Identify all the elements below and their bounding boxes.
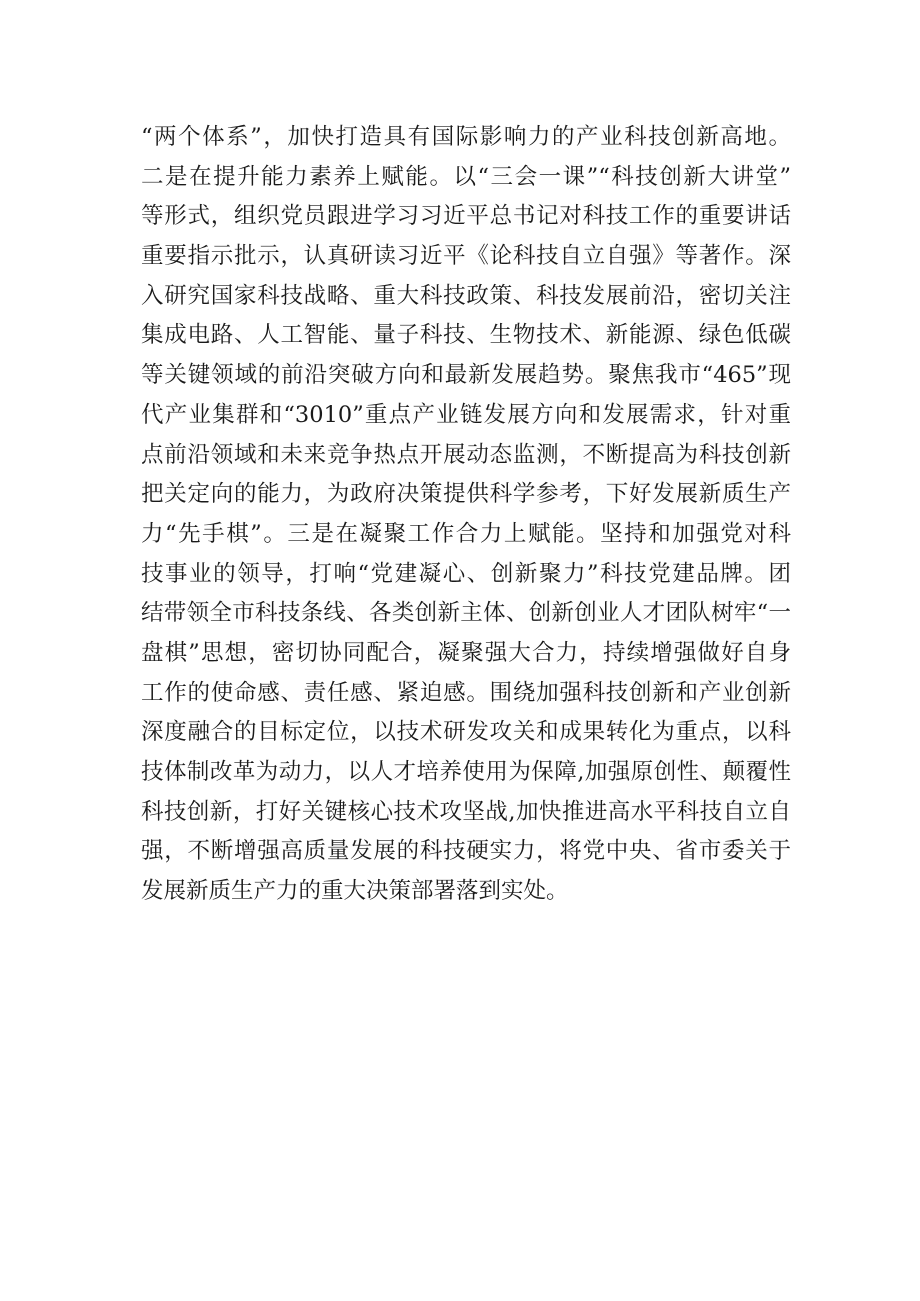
text-line: 入研究国家科技战略、重大科技政策、科技发展前沿，密切关注 [141, 282, 791, 309]
text-line: 等形式，组织党员跟进学习习近平总书记对科技工作的重要讲话 [141, 203, 791, 230]
text-line: 力“先手棋”。三是在凝聚工作合力上赋能。坚持和加强党对科 [141, 520, 791, 547]
text-line: 科技创新，打好关键核心技术攻坚战,加快推进高水平科技自立自 [141, 798, 791, 825]
body-paragraph [141, 118, 791, 912]
text-line: 强，不断增强高质量发展的科技硬实力，将党中央、省市委关于 [141, 838, 791, 865]
text-line: “两个体系”，加快打造具有国际影响力的产业科技创新高地。 [141, 124, 791, 150]
text-line: 把关定向的能力，为政府决策提供科学参考，下好发展新质生产 [141, 481, 791, 508]
text-line: 深度融合的目标定位，以技术研发攻关和成果转化为重点，以科 [141, 719, 791, 746]
text-line: 代产业集群和“3010”重点产业链发展方向和发展需求，针对重 [141, 401, 791, 428]
text-line: 技体制改革为动力，以人才培养使用为保障,加强原创性、颠覆性 [141, 759, 791, 785]
text-line: 点前沿领域和未来竞争热点开展动态监测，不断提高为科技创新 [141, 441, 791, 468]
text-line: 集成电路、人工智能、量子科技、生物技术、新能源、绿色低碳 [141, 322, 791, 349]
text-line: 工作的使命感、责任感、紧迫感。围绕加强科技创新和产业创新 [141, 679, 791, 706]
text-line: 二是在提升能力素养上赋能。以“三会一课”“科技创新大讲堂” [141, 163, 791, 190]
text-line-last: 发展新质生产力的重大决策部署落到实处。 [141, 878, 569, 905]
text-line: 技事业的领导，打响“党建凝心、创新聚力”科技党建品牌。团 [141, 560, 791, 587]
text-line: 重要指示批示，认真研读习近平《论科技自立自强》等著作。深 [141, 243, 791, 270]
text-line: 盘棋”思想，密切协同配合，凝聚强大合力，持续增强做好自身 [141, 639, 791, 666]
text-line: 等关键领域的前沿突破方向和最新发展趋势。聚焦我市“465”现 [141, 362, 791, 389]
text-line: 结带领全市科技条线、各类创新主体、创新创业人才团队树牢“一 [141, 600, 791, 627]
